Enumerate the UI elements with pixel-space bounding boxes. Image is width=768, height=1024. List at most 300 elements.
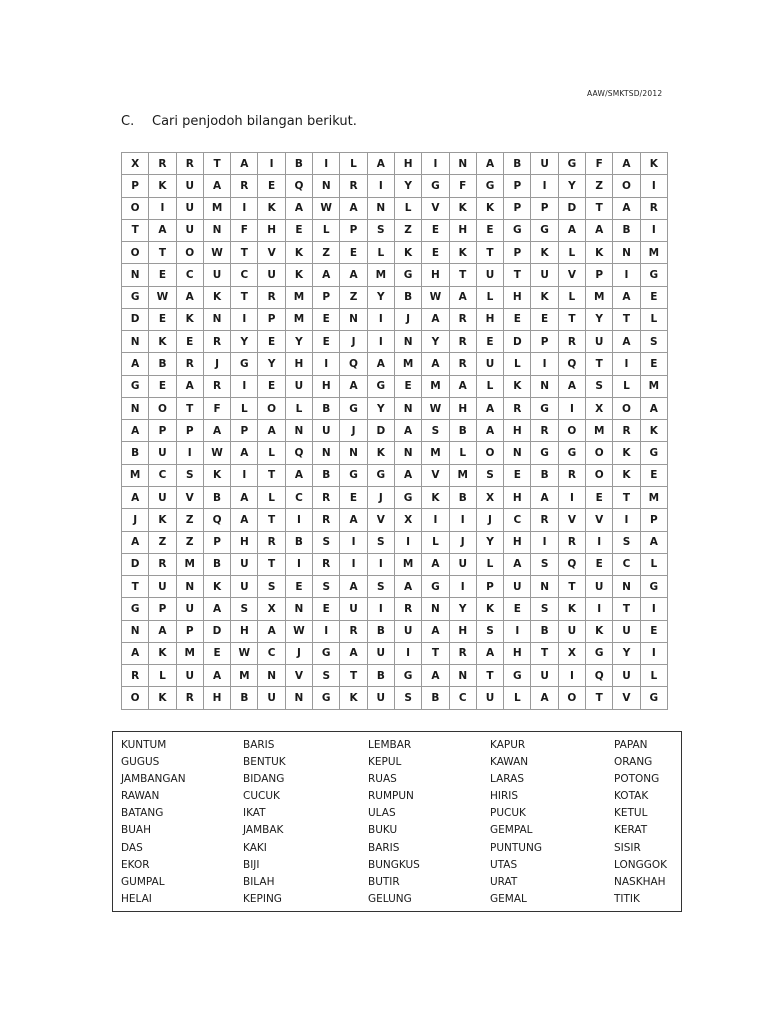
grid-cell[interactable]: L [285, 397, 312, 419]
grid-cell[interactable]: K [558, 598, 585, 620]
grid-cell[interactable]: S [367, 576, 394, 598]
grid-cell[interactable]: K [285, 242, 312, 264]
grid-cell[interactable]: E [176, 331, 203, 353]
grid-cell[interactable]: T [122, 576, 149, 598]
grid-cell[interactable]: E [476, 219, 503, 241]
grid-cell[interactable]: K [476, 197, 503, 219]
grid-cell[interactable]: L [367, 242, 394, 264]
grid-cell[interactable]: E [422, 242, 449, 264]
grid-cell[interactable]: F [449, 175, 476, 197]
grid-cell[interactable]: N [203, 219, 230, 241]
grid-cell[interactable]: E [531, 308, 558, 330]
grid-cell[interactable]: K [640, 420, 667, 442]
grid-cell[interactable]: T [258, 553, 285, 575]
grid-cell[interactable]: N [449, 665, 476, 687]
grid-cell[interactable]: G [558, 442, 585, 464]
grid-cell[interactable]: I [422, 153, 449, 175]
grid-cell[interactable]: A [203, 420, 230, 442]
grid-cell[interactable]: Y [394, 175, 421, 197]
grid-cell[interactable]: N [258, 665, 285, 687]
grid-cell[interactable]: B [313, 397, 340, 419]
grid-cell[interactable]: P [258, 308, 285, 330]
grid-cell[interactable]: E [340, 486, 367, 508]
grid-cell[interactable]: Y [476, 531, 503, 553]
grid-cell[interactable]: T [422, 642, 449, 664]
grid-cell[interactable]: H [231, 531, 258, 553]
grid-cell[interactable]: E [203, 642, 230, 664]
grid-cell[interactable]: V [613, 687, 640, 710]
grid-cell[interactable]: A [122, 486, 149, 508]
grid-cell[interactable]: L [258, 486, 285, 508]
grid-cell[interactable]: P [531, 331, 558, 353]
grid-cell[interactable]: E [640, 286, 667, 308]
grid-cell[interactable]: A [340, 264, 367, 286]
grid-cell[interactable]: P [531, 197, 558, 219]
grid-cell[interactable]: N [285, 687, 312, 710]
grid-cell[interactable]: A [122, 531, 149, 553]
grid-cell[interactable]: Y [586, 308, 613, 330]
grid-cell[interactable]: O [558, 420, 585, 442]
grid-cell[interactable]: I [586, 531, 613, 553]
grid-cell[interactable]: A [558, 219, 585, 241]
grid-cell[interactable]: R [203, 375, 230, 397]
grid-cell[interactable]: U [394, 620, 421, 642]
grid-cell[interactable]: N [613, 576, 640, 598]
grid-cell[interactable]: Q [285, 175, 312, 197]
grid-cell[interactable]: U [231, 553, 258, 575]
grid-cell[interactable]: R [258, 286, 285, 308]
grid-cell[interactable]: I [531, 353, 558, 375]
grid-cell[interactable]: H [285, 353, 312, 375]
grid-cell[interactable]: O [176, 242, 203, 264]
grid-cell[interactable]: A [422, 553, 449, 575]
grid-cell[interactable]: I [394, 642, 421, 664]
grid-cell[interactable]: I [285, 553, 312, 575]
grid-cell[interactable]: U [149, 576, 176, 598]
grid-cell[interactable]: R [149, 553, 176, 575]
grid-cell[interactable]: U [504, 576, 531, 598]
grid-cell[interactable]: S [367, 219, 394, 241]
grid-cell[interactable]: E [258, 331, 285, 353]
grid-cell[interactable]: R [313, 509, 340, 531]
grid-cell[interactable]: R [531, 420, 558, 442]
grid-cell[interactable]: K [203, 464, 230, 486]
grid-cell[interactable]: P [640, 509, 667, 531]
grid-cell[interactable]: Z [394, 219, 421, 241]
grid-cell[interactable]: E [640, 353, 667, 375]
grid-cell[interactable]: R [558, 464, 585, 486]
grid-cell[interactable]: J [340, 420, 367, 442]
grid-cell[interactable]: B [367, 620, 394, 642]
grid-cell[interactable]: W [313, 197, 340, 219]
grid-cell[interactable]: U [176, 219, 203, 241]
grid-cell[interactable]: I [313, 353, 340, 375]
grid-cell[interactable]: A [449, 375, 476, 397]
grid-cell[interactable]: Z [586, 175, 613, 197]
grid-cell[interactable]: K [176, 308, 203, 330]
grid-cell[interactable]: C [449, 687, 476, 710]
grid-cell[interactable]: R [394, 598, 421, 620]
grid-cell[interactable]: E [285, 576, 312, 598]
grid-cell[interactable]: X [258, 598, 285, 620]
grid-cell[interactable]: I [340, 553, 367, 575]
grid-cell[interactable]: H [504, 486, 531, 508]
grid-cell[interactable]: A [258, 420, 285, 442]
grid-cell[interactable]: O [122, 197, 149, 219]
grid-cell[interactable]: R [340, 620, 367, 642]
grid-cell[interactable]: Q [558, 553, 585, 575]
grid-cell[interactable]: M [394, 353, 421, 375]
grid-cell[interactable]: N [313, 175, 340, 197]
grid-cell[interactable]: E [504, 308, 531, 330]
grid-cell[interactable]: S [231, 598, 258, 620]
grid-cell[interactable]: E [149, 308, 176, 330]
grid-cell[interactable]: K [285, 264, 312, 286]
grid-cell[interactable]: I [176, 442, 203, 464]
grid-cell[interactable]: T [231, 286, 258, 308]
grid-cell[interactable]: B [203, 486, 230, 508]
grid-cell[interactable]: R [504, 397, 531, 419]
grid-cell[interactable]: G [422, 175, 449, 197]
grid-cell[interactable]: U [176, 598, 203, 620]
grid-cell[interactable]: M [285, 286, 312, 308]
grid-cell[interactable]: T [231, 242, 258, 264]
grid-cell[interactable]: G [394, 486, 421, 508]
grid-cell[interactable]: D [122, 553, 149, 575]
grid-cell[interactable]: Q [586, 665, 613, 687]
grid-cell[interactable]: U [613, 665, 640, 687]
grid-cell[interactable]: M [640, 375, 667, 397]
grid-cell[interactable]: L [476, 286, 503, 308]
grid-cell[interactable]: K [149, 175, 176, 197]
grid-cell[interactable]: T [258, 464, 285, 486]
grid-cell[interactable]: N [285, 598, 312, 620]
grid-cell[interactable]: T [122, 219, 149, 241]
grid-cell[interactable]: L [476, 375, 503, 397]
grid-cell[interactable]: S [313, 531, 340, 553]
grid-cell[interactable]: S [258, 576, 285, 598]
grid-cell[interactable]: K [367, 442, 394, 464]
grid-cell[interactable]: N [531, 375, 558, 397]
grid-cell[interactable]: D [367, 420, 394, 442]
grid-cell[interactable]: F [231, 219, 258, 241]
grid-cell[interactable]: B [122, 442, 149, 464]
grid-cell[interactable]: N [340, 308, 367, 330]
grid-cell[interactable]: J [367, 486, 394, 508]
grid-cell[interactable]: N [203, 308, 230, 330]
grid-cell[interactable]: B [394, 286, 421, 308]
grid-cell[interactable]: C [258, 642, 285, 664]
grid-cell[interactable]: A [203, 175, 230, 197]
grid-cell[interactable]: Z [340, 286, 367, 308]
grid-cell[interactable]: E [422, 219, 449, 241]
grid-cell[interactable]: S [531, 553, 558, 575]
grid-cell[interactable]: U [203, 264, 230, 286]
grid-cell[interactable]: A [176, 286, 203, 308]
grid-cell[interactable]: B [149, 353, 176, 375]
grid-cell[interactable]: H [504, 531, 531, 553]
grid-cell[interactable]: A [231, 442, 258, 464]
grid-cell[interactable]: B [285, 531, 312, 553]
grid-cell[interactable]: N [394, 397, 421, 419]
grid-cell[interactable]: U [285, 375, 312, 397]
grid-cell[interactable]: R [313, 486, 340, 508]
grid-cell[interactable]: A [531, 687, 558, 710]
grid-cell[interactable]: U [531, 665, 558, 687]
grid-cell[interactable]: Y [367, 286, 394, 308]
grid-cell[interactable]: A [394, 420, 421, 442]
grid-cell[interactable]: R [449, 642, 476, 664]
grid-cell[interactable]: P [504, 242, 531, 264]
grid-cell[interactable]: T [203, 153, 230, 175]
grid-cell[interactable]: A [149, 219, 176, 241]
grid-cell[interactable]: E [285, 219, 312, 241]
grid-cell[interactable]: K [340, 687, 367, 710]
grid-cell[interactable]: U [613, 620, 640, 642]
grid-cell[interactable]: P [340, 219, 367, 241]
grid-cell[interactable]: T [340, 665, 367, 687]
grid-cell[interactable]: D [558, 197, 585, 219]
grid-cell[interactable]: V [258, 242, 285, 264]
grid-cell[interactable]: W [285, 620, 312, 642]
grid-cell[interactable]: I [149, 197, 176, 219]
grid-cell[interactable]: G [476, 175, 503, 197]
grid-cell[interactable]: A [176, 375, 203, 397]
grid-cell[interactable]: N [531, 576, 558, 598]
grid-cell[interactable]: T [613, 598, 640, 620]
grid-cell[interactable]: G [504, 219, 531, 241]
grid-cell[interactable]: D [122, 308, 149, 330]
grid-cell[interactable]: O [613, 175, 640, 197]
grid-cell[interactable]: M [640, 486, 667, 508]
grid-cell[interactable]: G [394, 264, 421, 286]
grid-cell[interactable]: J [449, 531, 476, 553]
grid-cell[interactable]: X [394, 509, 421, 531]
grid-cell[interactable]: I [558, 486, 585, 508]
grid-cell[interactable]: U [367, 687, 394, 710]
grid-cell[interactable]: K [613, 442, 640, 464]
grid-cell[interactable]: G [122, 286, 149, 308]
grid-cell[interactable]: G [394, 665, 421, 687]
grid-cell[interactable]: R [449, 308, 476, 330]
grid-cell[interactable]: H [231, 620, 258, 642]
grid-cell[interactable]: R [340, 175, 367, 197]
grid-cell[interactable]: A [504, 553, 531, 575]
grid-cell[interactable]: G [640, 264, 667, 286]
grid-cell[interactable]: I [367, 308, 394, 330]
grid-cell[interactable]: I [613, 353, 640, 375]
grid-cell[interactable]: C [231, 264, 258, 286]
grid-cell[interactable]: I [449, 509, 476, 531]
grid-cell[interactable]: P [176, 620, 203, 642]
grid-cell[interactable]: A [640, 397, 667, 419]
grid-cell[interactable]: A [340, 197, 367, 219]
grid-cell[interactable]: Z [176, 509, 203, 531]
grid-cell[interactable]: I [231, 197, 258, 219]
grid-cell[interactable]: G [367, 375, 394, 397]
grid-cell[interactable]: A [422, 308, 449, 330]
grid-cell[interactable]: R [449, 353, 476, 375]
grid-cell[interactable]: R [531, 509, 558, 531]
grid-cell[interactable]: P [231, 420, 258, 442]
grid-cell[interactable]: K [149, 687, 176, 710]
grid-cell[interactable]: E [586, 553, 613, 575]
grid-cell[interactable]: A [422, 620, 449, 642]
grid-cell[interactable]: P [203, 531, 230, 553]
grid-cell[interactable]: N [449, 153, 476, 175]
grid-cell[interactable]: R [176, 687, 203, 710]
grid-cell[interactable]: S [394, 687, 421, 710]
grid-cell[interactable]: N [176, 576, 203, 598]
grid-cell[interactable]: I [367, 175, 394, 197]
grid-cell[interactable]: A [313, 264, 340, 286]
grid-cell[interactable]: P [476, 576, 503, 598]
grid-cell[interactable]: K [149, 642, 176, 664]
grid-cell[interactable]: B [531, 620, 558, 642]
grid-cell[interactable]: R [313, 553, 340, 575]
grid-cell[interactable]: B [531, 464, 558, 486]
grid-cell[interactable]: I [504, 620, 531, 642]
grid-cell[interactable]: G [340, 397, 367, 419]
grid-cell[interactable]: M [586, 286, 613, 308]
grid-cell[interactable]: X [586, 397, 613, 419]
grid-cell[interactable]: T [149, 242, 176, 264]
grid-cell[interactable]: G [640, 442, 667, 464]
grid-cell[interactable]: A [640, 531, 667, 553]
grid-cell[interactable]: E [586, 486, 613, 508]
grid-cell[interactable]: L [558, 286, 585, 308]
grid-cell[interactable]: A [203, 665, 230, 687]
grid-cell[interactable]: I [531, 531, 558, 553]
grid-cell[interactable]: L [449, 442, 476, 464]
grid-cell[interactable]: G [531, 442, 558, 464]
grid-cell[interactable]: L [340, 153, 367, 175]
grid-cell[interactable]: V [367, 509, 394, 531]
grid-cell[interactable]: O [149, 397, 176, 419]
grid-cell[interactable]: R [449, 331, 476, 353]
grid-cell[interactable]: I [313, 153, 340, 175]
grid-cell[interactable]: R [558, 531, 585, 553]
grid-cell[interactable]: X [476, 486, 503, 508]
grid-cell[interactable]: E [394, 375, 421, 397]
grid-cell[interactable]: M [231, 665, 258, 687]
grid-cell[interactable]: A [285, 197, 312, 219]
grid-cell[interactable]: U [149, 486, 176, 508]
grid-cell[interactable]: K [203, 286, 230, 308]
grid-cell[interactable]: Z [313, 242, 340, 264]
grid-cell[interactable]: S [367, 531, 394, 553]
grid-cell[interactable]: Y [231, 331, 258, 353]
grid-cell[interactable]: I [613, 264, 640, 286]
grid-cell[interactable]: E [313, 331, 340, 353]
grid-cell[interactable]: K [203, 576, 230, 598]
grid-cell[interactable]: T [586, 353, 613, 375]
grid-cell[interactable]: I [394, 531, 421, 553]
grid-cell[interactable]: M [176, 553, 203, 575]
grid-cell[interactable]: B [422, 687, 449, 710]
grid-cell[interactable]: H [313, 375, 340, 397]
grid-cell[interactable]: I [640, 642, 667, 664]
grid-cell[interactable]: O [586, 464, 613, 486]
grid-cell[interactable]: N [394, 331, 421, 353]
grid-cell[interactable]: S [422, 420, 449, 442]
grid-cell[interactable]: C [285, 486, 312, 508]
grid-cell[interactable]: P [122, 175, 149, 197]
grid-cell[interactable]: S [613, 531, 640, 553]
grid-cell[interactable]: Y [558, 175, 585, 197]
grid-cell[interactable]: U [476, 264, 503, 286]
grid-cell[interactable]: N [613, 242, 640, 264]
grid-cell[interactable]: L [313, 219, 340, 241]
grid-cell[interactable]: D [203, 620, 230, 642]
grid-cell[interactable]: H [258, 219, 285, 241]
grid-cell[interactable]: C [176, 264, 203, 286]
grid-cell[interactable]: I [449, 576, 476, 598]
grid-cell[interactable]: W [203, 442, 230, 464]
grid-cell[interactable]: G [122, 375, 149, 397]
grid-cell[interactable]: R [613, 420, 640, 442]
grid-cell[interactable]: I [558, 665, 585, 687]
grid-cell[interactable]: C [149, 464, 176, 486]
grid-cell[interactable]: G [122, 598, 149, 620]
grid-cell[interactable]: B [449, 420, 476, 442]
grid-cell[interactable]: M [422, 442, 449, 464]
grid-cell[interactable]: H [394, 153, 421, 175]
grid-cell[interactable]: A [122, 420, 149, 442]
grid-cell[interactable]: S [476, 620, 503, 642]
grid-cell[interactable]: M [122, 464, 149, 486]
grid-cell[interactable]: E [640, 620, 667, 642]
grid-cell[interactable]: I [640, 175, 667, 197]
grid-cell[interactable]: B [504, 153, 531, 175]
grid-cell[interactable]: L [640, 665, 667, 687]
grid-cell[interactable]: Q [285, 442, 312, 464]
grid-cell[interactable]: M [586, 420, 613, 442]
grid-cell[interactable]: T [449, 264, 476, 286]
grid-cell[interactable]: E [476, 331, 503, 353]
grid-cell[interactable]: C [504, 509, 531, 531]
grid-cell[interactable]: Q [203, 509, 230, 531]
grid-cell[interactable]: I [531, 175, 558, 197]
grid-cell[interactable]: P [176, 420, 203, 442]
grid-cell[interactable]: L [231, 397, 258, 419]
grid-cell[interactable]: T [586, 687, 613, 710]
grid-cell[interactable]: E [340, 242, 367, 264]
grid-cell[interactable]: Q [340, 353, 367, 375]
grid-cell[interactable]: M [285, 308, 312, 330]
grid-cell[interactable]: U [586, 576, 613, 598]
grid-cell[interactable]: A [476, 420, 503, 442]
grid-cell[interactable]: O [258, 397, 285, 419]
grid-cell[interactable]: A [367, 353, 394, 375]
grid-cell[interactable]: G [640, 687, 667, 710]
grid-cell[interactable]: G [313, 642, 340, 664]
grid-cell[interactable]: A [231, 509, 258, 531]
grid-cell[interactable]: I [586, 598, 613, 620]
grid-cell[interactable]: H [476, 308, 503, 330]
grid-cell[interactable]: Q [558, 353, 585, 375]
grid-cell[interactable]: V [422, 464, 449, 486]
grid-cell[interactable]: W [149, 286, 176, 308]
grid-cell[interactable]: Y [449, 598, 476, 620]
grid-cell[interactable]: N [122, 620, 149, 642]
grid-cell[interactable]: U [176, 175, 203, 197]
grid-cell[interactable]: U [367, 642, 394, 664]
grid-cell[interactable]: E [149, 375, 176, 397]
grid-cell[interactable]: T [531, 642, 558, 664]
grid-cell[interactable]: X [122, 153, 149, 175]
grid-cell[interactable]: P [149, 420, 176, 442]
